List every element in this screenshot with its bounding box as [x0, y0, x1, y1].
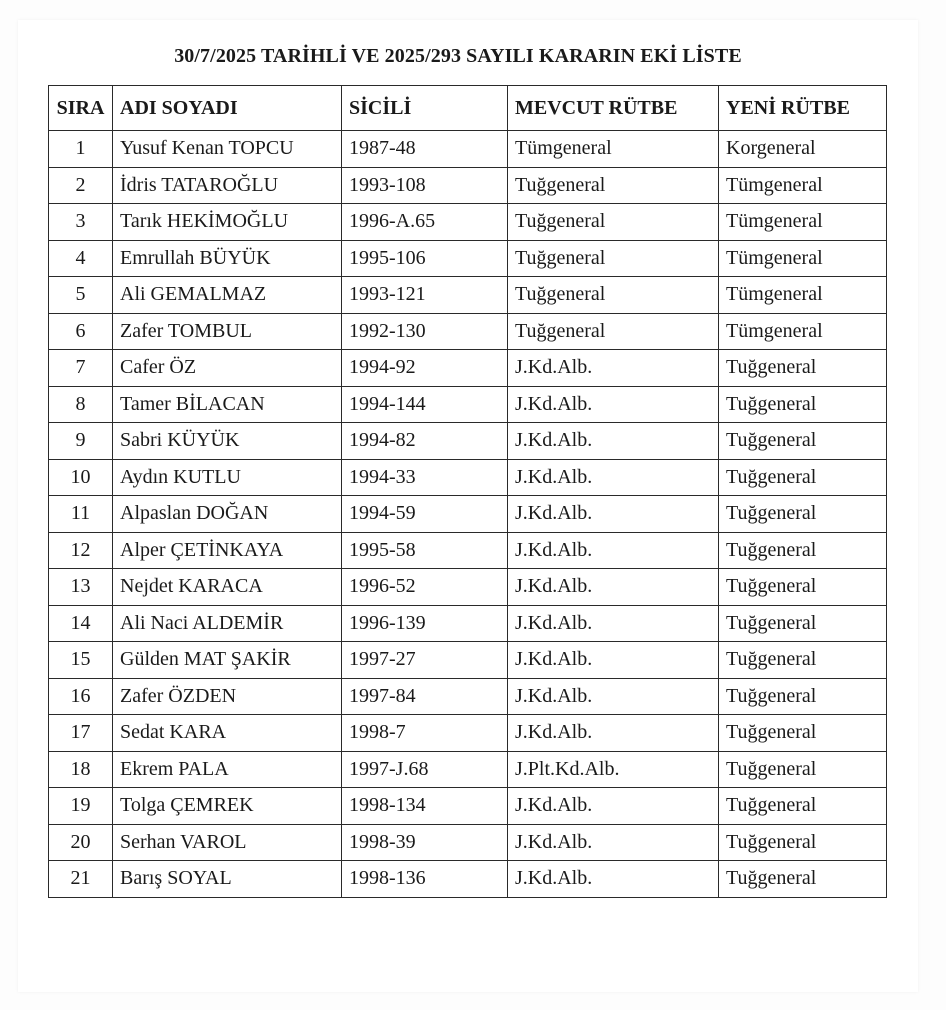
cell-new-rank: Korgeneral	[719, 131, 887, 168]
cell-no: 12	[49, 532, 113, 569]
cell-current-rank: J.Kd.Alb.	[508, 605, 719, 642]
cell-no: 20	[49, 824, 113, 861]
table-row	[49, 167, 887, 204]
cell-current-rank: J.Kd.Alb.	[508, 861, 719, 898]
cell-registry: 1997-J.68	[342, 751, 508, 788]
cell-no: 2	[49, 167, 113, 204]
cell-current-rank: J.Kd.Alb.	[508, 532, 719, 569]
cell-new-rank: Tuğgeneral	[719, 861, 887, 898]
cell-registry: 1994-82	[342, 423, 508, 460]
table-row	[49, 532, 887, 569]
cell-new-rank: Tuğgeneral	[719, 715, 887, 752]
cell-no: 1	[49, 131, 113, 168]
cell-no: 8	[49, 386, 113, 423]
cell-new-rank: Tuğgeneral	[719, 569, 887, 606]
cell-name: Alper ÇETİNKAYA	[113, 532, 342, 569]
cell-new-rank: Tümgeneral	[719, 277, 887, 314]
cell-no: 4	[49, 240, 113, 277]
table-header-row	[49, 86, 887, 131]
promotion-list-table	[48, 85, 887, 898]
cell-new-rank: Tuğgeneral	[719, 678, 887, 715]
cell-name: Nejdet KARACA	[113, 569, 342, 606]
cell-new-rank: Tuğgeneral	[719, 386, 887, 423]
cell-new-rank: Tuğgeneral	[719, 824, 887, 861]
cell-no: 5	[49, 277, 113, 314]
cell-no: 10	[49, 459, 113, 496]
cell-name: Emrullah BÜYÜK	[113, 240, 342, 277]
cell-current-rank: J.Kd.Alb.	[508, 350, 719, 387]
table-row	[49, 240, 887, 277]
cell-registry: 1996-52	[342, 569, 508, 606]
cell-name: Tamer BİLACAN	[113, 386, 342, 423]
cell-no: 14	[49, 605, 113, 642]
cell-no: 7	[49, 350, 113, 387]
table-row	[49, 350, 887, 387]
cell-new-rank: Tümgeneral	[719, 313, 887, 350]
cell-no: 21	[49, 861, 113, 898]
header-current-rank: MEVCUT RÜTBE	[508, 86, 719, 131]
cell-name: Tolga ÇEMREK	[113, 788, 342, 825]
cell-no: 19	[49, 788, 113, 825]
cell-new-rank: Tuğgeneral	[719, 532, 887, 569]
cell-registry: 1993-108	[342, 167, 508, 204]
cell-new-rank: Tümgeneral	[719, 240, 887, 277]
cell-current-rank: J.Kd.Alb.	[508, 423, 719, 460]
table-row	[49, 131, 887, 168]
cell-current-rank: Tuğgeneral	[508, 313, 719, 350]
cell-name: Tarık HEKİMOĞLU	[113, 204, 342, 241]
cell-registry: 1994-59	[342, 496, 508, 533]
cell-registry: 1998-136	[342, 861, 508, 898]
cell-current-rank: Tümgeneral	[508, 131, 719, 168]
table-row	[49, 751, 887, 788]
header-registry: SİCİLİ	[342, 86, 508, 131]
cell-name: Zafer ÖZDEN	[113, 678, 342, 715]
cell-name: Ekrem PALA	[113, 751, 342, 788]
table-row	[49, 824, 887, 861]
table-row	[49, 386, 887, 423]
cell-new-rank: Tuğgeneral	[719, 642, 887, 679]
table-body	[49, 131, 887, 898]
cell-registry: 1998-39	[342, 824, 508, 861]
cell-name: Ali GEMALMAZ	[113, 277, 342, 314]
cell-registry: 1994-144	[342, 386, 508, 423]
table-row	[49, 459, 887, 496]
cell-new-rank: Tuğgeneral	[719, 496, 887, 533]
cell-no: 16	[49, 678, 113, 715]
cell-registry: 1987-48	[342, 131, 508, 168]
cell-name: Sedat KARA	[113, 715, 342, 752]
table-row	[49, 642, 887, 679]
cell-name: Barış SOYAL	[113, 861, 342, 898]
cell-no: 11	[49, 496, 113, 533]
cell-registry: 1998-134	[342, 788, 508, 825]
cell-registry: 1998-7	[342, 715, 508, 752]
table-row	[49, 496, 887, 533]
cell-new-rank: Tuğgeneral	[719, 605, 887, 642]
cell-registry: 1994-33	[342, 459, 508, 496]
cell-current-rank: J.Kd.Alb.	[508, 715, 719, 752]
cell-name: Cafer ÖZ	[113, 350, 342, 387]
table-row	[49, 605, 887, 642]
cell-no: 13	[49, 569, 113, 606]
table-row	[49, 715, 887, 752]
cell-registry: 1995-106	[342, 240, 508, 277]
cell-registry: 1996-139	[342, 605, 508, 642]
cell-name: Alpaslan DOĞAN	[113, 496, 342, 533]
cell-current-rank: Tuğgeneral	[508, 240, 719, 277]
table-row	[49, 313, 887, 350]
cell-new-rank: Tuğgeneral	[719, 350, 887, 387]
cell-current-rank: J.Plt.Kd.Alb.	[508, 751, 719, 788]
cell-current-rank: J.Kd.Alb.	[508, 642, 719, 679]
cell-name: Ali Naci ALDEMİR	[113, 605, 342, 642]
cell-new-rank: Tuğgeneral	[719, 423, 887, 460]
cell-registry: 1997-27	[342, 642, 508, 679]
table-row	[49, 788, 887, 825]
cell-new-rank: Tümgeneral	[719, 204, 887, 241]
cell-current-rank: J.Kd.Alb.	[508, 824, 719, 861]
cell-name: Sabri KÜYÜK	[113, 423, 342, 460]
cell-new-rank: Tuğgeneral	[719, 751, 887, 788]
cell-registry: 1995-58	[342, 532, 508, 569]
cell-name: Aydın KUTLU	[113, 459, 342, 496]
cell-new-rank: Tümgeneral	[719, 167, 887, 204]
cell-name: Zafer TOMBUL	[113, 313, 342, 350]
cell-name: Serhan VAROL	[113, 824, 342, 861]
cell-no: 17	[49, 715, 113, 752]
cell-no: 3	[49, 204, 113, 241]
cell-current-rank: J.Kd.Alb.	[508, 569, 719, 606]
cell-registry: 1992-130	[342, 313, 508, 350]
cell-registry: 1997-84	[342, 678, 508, 715]
table-row	[49, 569, 887, 606]
cell-current-rank: Tuğgeneral	[508, 167, 719, 204]
cell-name: Gülden MAT ŞAKİR	[113, 642, 342, 679]
cell-current-rank: J.Kd.Alb.	[508, 386, 719, 423]
cell-new-rank: Tuğgeneral	[719, 459, 887, 496]
header-name: ADI SOYADI	[113, 86, 342, 131]
cell-current-rank: J.Kd.Alb.	[508, 788, 719, 825]
cell-name: İdris TATAROĞLU	[113, 167, 342, 204]
document-title: 30/7/2025 TARİHLİ VE 2025/293 SAYILI KARARIN EKİ LİSTE	[174, 45, 742, 67]
cell-current-rank: Tuğgeneral	[508, 277, 719, 314]
table-row	[49, 423, 887, 460]
cell-name: Yusuf Kenan TOPCU	[113, 131, 342, 168]
cell-no: 9	[49, 423, 113, 460]
header-no: SIRA	[49, 86, 113, 131]
cell-registry: 1993-121	[342, 277, 508, 314]
table-row	[49, 277, 887, 314]
header-new-rank: YENİ RÜTBE	[719, 86, 887, 131]
cell-new-rank: Tuğgeneral	[719, 788, 887, 825]
cell-no: 18	[49, 751, 113, 788]
table-row	[49, 204, 887, 241]
cell-no: 6	[49, 313, 113, 350]
cell-current-rank: J.Kd.Alb.	[508, 459, 719, 496]
cell-current-rank: Tuğgeneral	[508, 204, 719, 241]
cell-current-rank: J.Kd.Alb.	[508, 678, 719, 715]
cell-registry: 1994-92	[342, 350, 508, 387]
table-row	[49, 861, 887, 898]
cell-current-rank: J.Kd.Alb.	[508, 496, 719, 533]
cell-no: 15	[49, 642, 113, 679]
cell-registry: 1996-A.65	[342, 204, 508, 241]
table-row	[49, 678, 887, 715]
